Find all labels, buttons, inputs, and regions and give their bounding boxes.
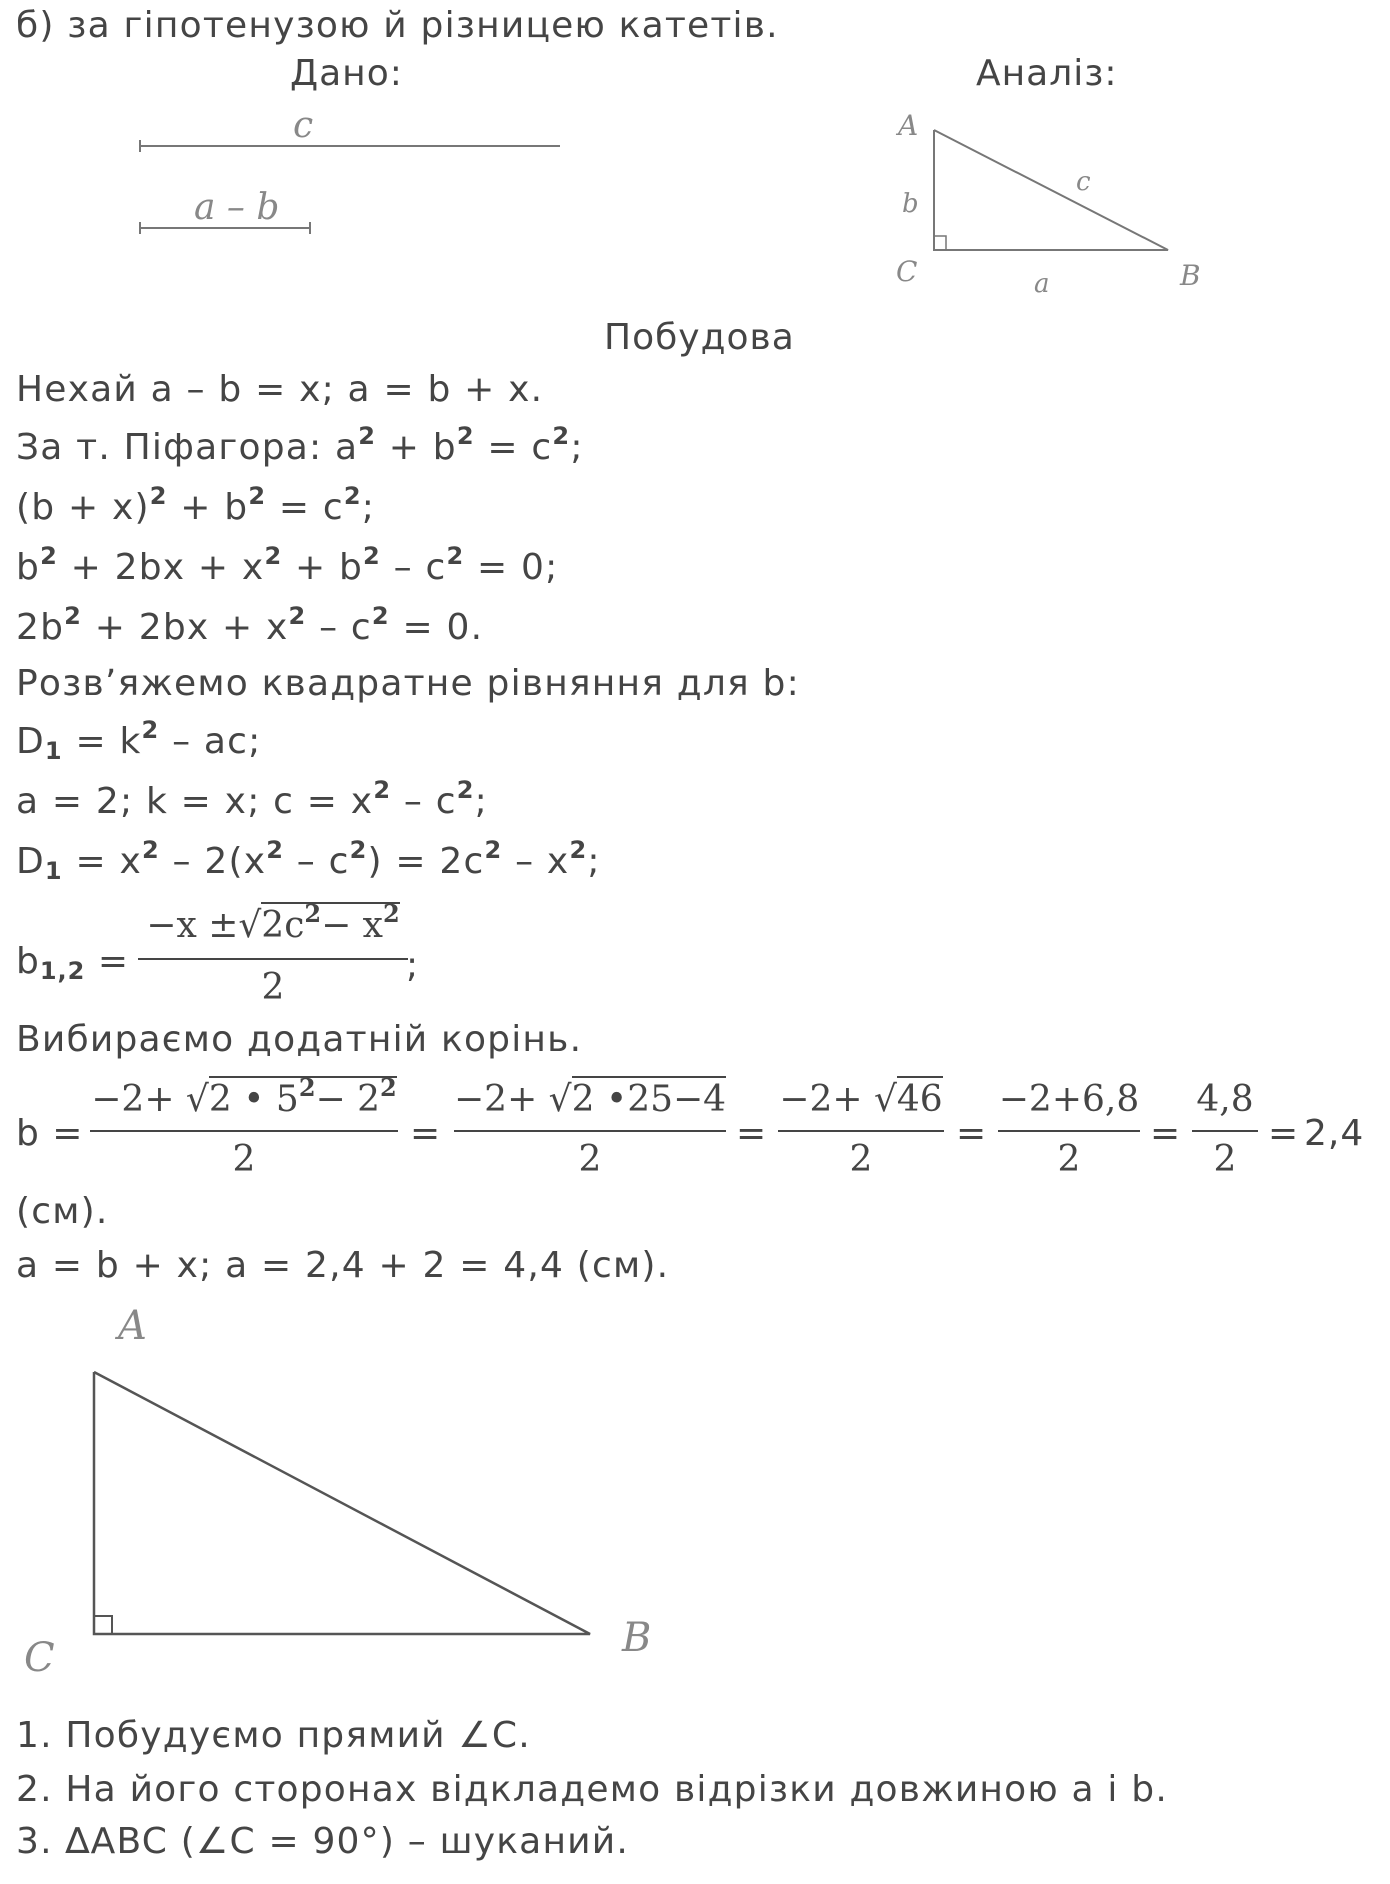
eq-sign-1: =	[410, 1113, 442, 1154]
b-fraction-3-bar	[778, 1130, 944, 1132]
b12-numerator: $-x \pm√2c^2- x^2$	[146, 899, 400, 946]
b-fraction-2	[454, 1078, 726, 1188]
eq-sign-2: =	[736, 1113, 768, 1154]
given-segment-c	[140, 140, 560, 152]
analysis-vertex-b: B	[1180, 259, 1201, 292]
final-triangle	[94, 1372, 590, 1634]
eq-sign-4: =	[1150, 1113, 1182, 1154]
line-coefficients: a = 2; k = x; $c = x^2 - c^2$;	[16, 776, 488, 822]
figure-vertex-a: A	[118, 1303, 147, 1349]
b-fraction-5-numerator: 4,8	[1196, 1079, 1254, 1120]
line-positive-root: Вибираємо додатній корінь.	[16, 1019, 583, 1060]
analysis-triangle	[934, 130, 1168, 250]
line-a-value: a = b + x; a = 2,4 + 2 = 4,4 (см).	[16, 1245, 670, 1286]
analysis-vertex-a: A	[898, 109, 919, 142]
b-fraction-1-denominator: 2	[232, 1139, 256, 1180]
analysis-side-a: a	[1034, 269, 1050, 299]
b-fraction-3-numerator: −2+ √46	[778, 1078, 944, 1122]
step-2: 2. На його сторонах відкладемо відрізки довжиною a і b.	[16, 1769, 1168, 1810]
b-fraction-2-bar	[454, 1130, 726, 1132]
pythagoras-prefix: За т. Піфагора:	[16, 427, 323, 468]
b-fraction-3	[778, 1078, 944, 1188]
line-discriminant-formula: $D_1 = k^2$ – ac;	[16, 716, 262, 765]
b-fraction-1-bar	[90, 1130, 398, 1132]
b-fraction-2-denominator: 2	[578, 1139, 602, 1180]
analysis-vertex-c: C	[896, 255, 918, 288]
b12-denominator: 2	[261, 967, 285, 1008]
analysis-side-c: c	[1076, 167, 1091, 197]
analysis-title: Аналіз:	[976, 53, 1118, 94]
b-fraction-5-denominator: 2	[1213, 1139, 1237, 1180]
line-expand: $b^2 + 2bx + x^2 + b^2 - c^2 = 0$;	[16, 542, 559, 588]
b-fraction-1-numerator: −2+ √2 • $5^2- 2^2$	[91, 1073, 397, 1120]
b-fraction-4-numerator: −2+6,8	[998, 1079, 1140, 1120]
b-fraction-4-denominator: 2	[1057, 1139, 1081, 1180]
step-3: 3. ∆ABC (∠C = 90°) – шуканий.	[16, 1821, 630, 1862]
b-fraction-2-numerator: −2+ √2 •25−4	[454, 1078, 726, 1122]
b12-fraction	[138, 899, 408, 1014]
problem-heading: б) за гіпотенузою й різницею катетів.	[16, 5, 779, 46]
figure-vertex-b: B	[622, 1615, 652, 1661]
line-let-x: Нехай a – b = x; a = b + x.	[16, 369, 544, 410]
b-fraction-5	[1192, 1078, 1258, 1188]
b-fraction-4	[998, 1078, 1140, 1188]
b-fraction-3-denominator: 2	[849, 1139, 873, 1180]
step-1: 1. Побудуємо прямий ∠C.	[16, 1715, 531, 1756]
b-equals: b =	[16, 1113, 84, 1154]
given-segment-ab-label: a – b	[194, 187, 280, 228]
line-quadratic: $2b^2 + 2bx + x^2 - c^2 = 0$.	[16, 602, 484, 648]
b12-fraction-bar	[138, 958, 408, 960]
b12-label: $b_{1,2}$ =	[16, 941, 129, 985]
line-discriminant-value: $D_1 = x^2 - 2(x^2 - c^2) = 2c^2 - x^2$;	[16, 836, 601, 885]
b-fraction-5-bar	[1192, 1130, 1258, 1132]
line-substitute: $(b + x)^2 + b^2 = c^2$;	[16, 482, 376, 528]
line-pythagoras: За т. Піфагора: $a^2 + b^2 = c^2$;	[16, 422, 584, 468]
eq-sign-5: =	[1268, 1113, 1300, 1154]
b-result: 2,4	[1304, 1113, 1365, 1154]
eq-sign-3: =	[956, 1113, 988, 1154]
line-solve: Розв’яжемо квадратне рівняння для b:	[16, 663, 800, 704]
b-fraction-4-bar	[998, 1130, 1140, 1132]
construction-title: Побудова	[604, 317, 795, 358]
b12-semicolon: ;	[406, 945, 420, 986]
figure-vertex-c: C	[24, 1635, 55, 1681]
line-cm: (см).	[16, 1191, 109, 1232]
given-segment-c-label: c	[293, 105, 314, 146]
analysis-side-b: b	[902, 189, 919, 219]
b-fraction-1	[90, 1073, 398, 1188]
given-title: Дано:	[290, 53, 403, 94]
